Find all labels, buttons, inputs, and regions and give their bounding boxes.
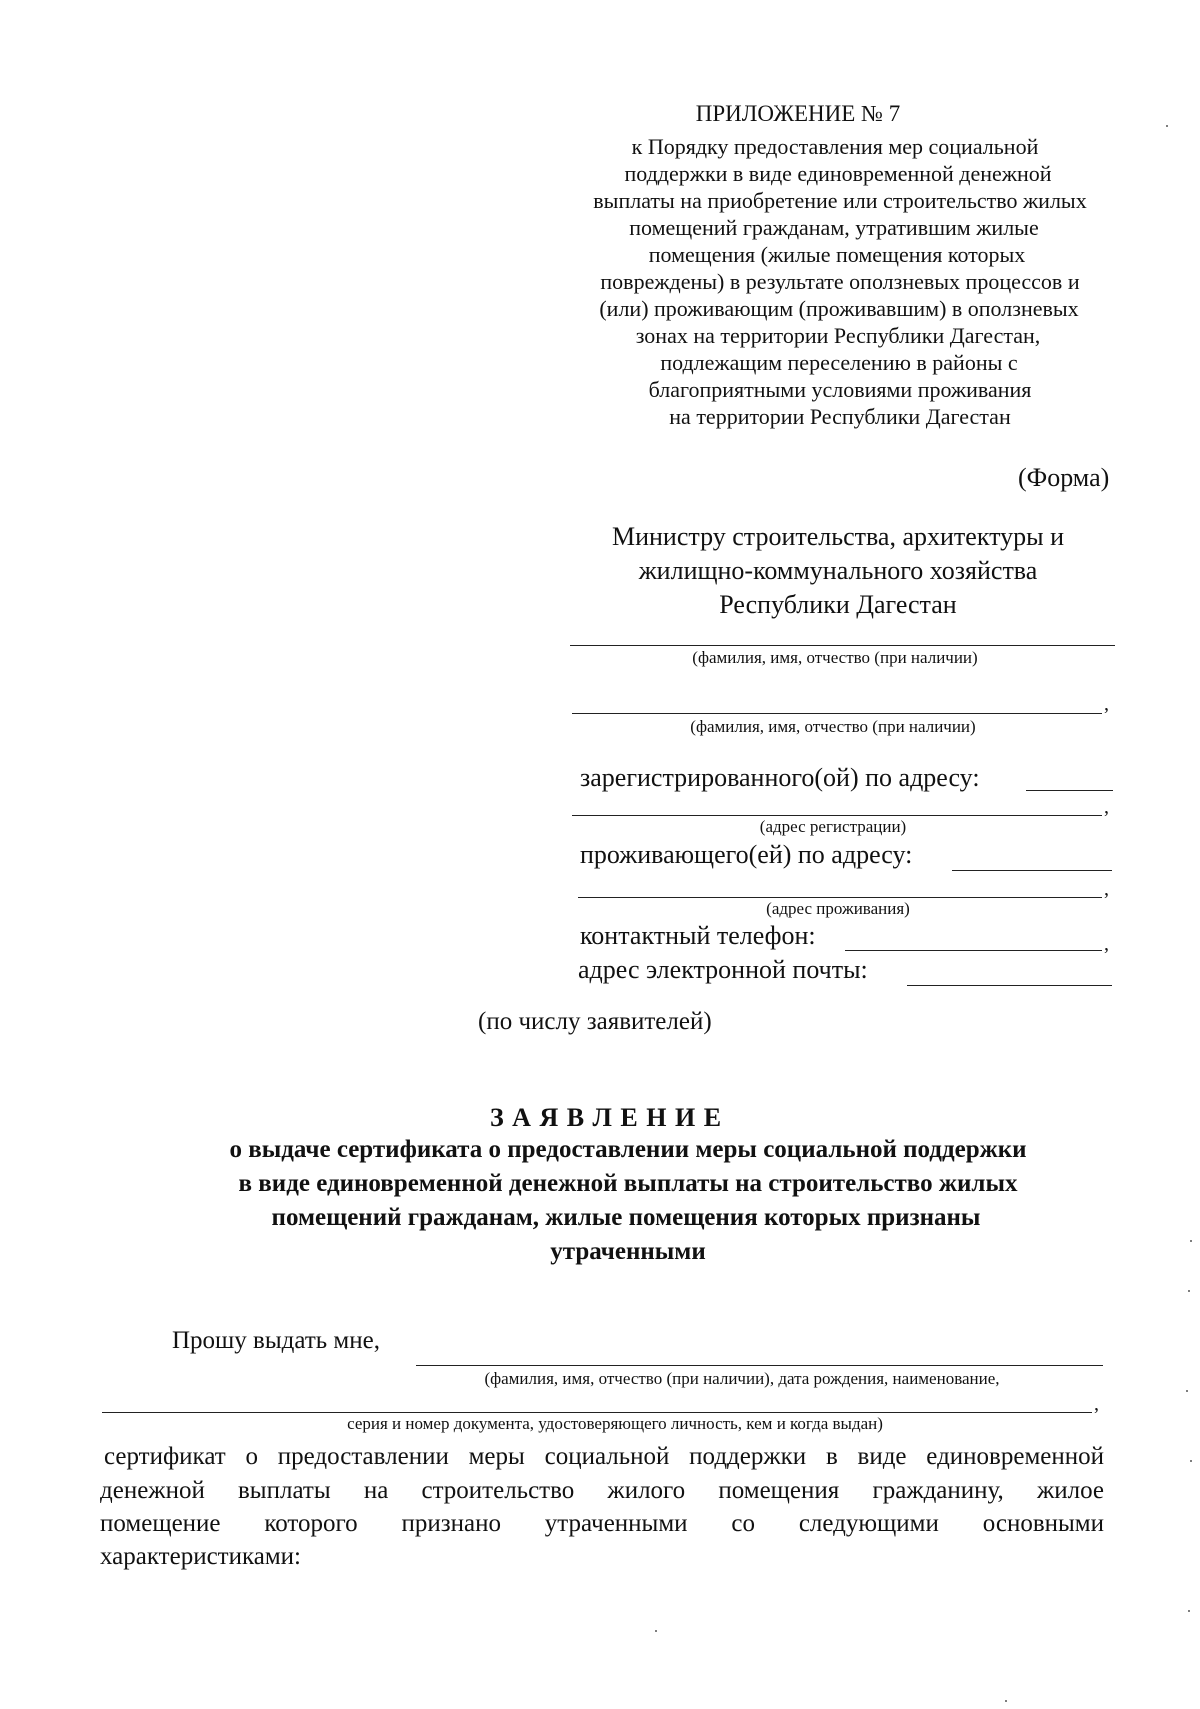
reg-caption: (адрес регистрации)	[759, 817, 907, 836]
comma: ,	[1104, 878, 1109, 900]
email-blank-line[interactable]	[907, 985, 1112, 986]
addressee-line: жилищно-коммунального хозяйства	[638, 556, 1038, 585]
scan-speck	[1166, 125, 1168, 127]
annex-line: к Порядку предоставления мер социальной	[631, 134, 1039, 159]
fio-blank-line[interactable]	[570, 645, 1115, 646]
request-label: Прошу выдать мне,	[172, 1327, 380, 1354]
applicants-note: (по числу заявителей)	[478, 1008, 712, 1035]
statement-line: утраченными	[550, 1238, 706, 1265]
reg-blank-inline[interactable]	[1026, 790, 1113, 791]
residing-label: проживающего(ей) по адресу:	[580, 840, 913, 869]
form-label: (Форма)	[1018, 463, 1110, 492]
document-blank-line[interactable]	[102, 1412, 1092, 1413]
applicant-blank-line[interactable]	[416, 1365, 1103, 1366]
applicant-caption-1: (фамилия, имя, отчество (при наличии), дата рождения, наименование,	[484, 1369, 1000, 1388]
annex-line: выплаты на приобретение или строительство жилых	[593, 188, 1087, 213]
addressee-line: Республики Дагестан	[719, 590, 957, 619]
phone-blank-line[interactable]	[845, 950, 1102, 951]
addressee-line: Министру строительства, архитектуры и	[611, 522, 1065, 551]
annex-line: на территории Республики Дагестан	[669, 404, 1011, 429]
email-label: адрес электронной почты:	[578, 955, 868, 984]
annex-line: (или) проживающим (проживавшим) в оползневых	[599, 296, 1079, 321]
statement-title: З А Я В Л Е Н И Е	[489, 1103, 723, 1132]
annex-line: помещения (жилые помещения которых	[648, 242, 1026, 267]
scan-speck	[1188, 1610, 1190, 1612]
reg-blank-line[interactable]	[572, 815, 1102, 816]
res-blank-line[interactable]	[578, 897, 1102, 898]
scan-speck	[1188, 1290, 1190, 1292]
statement-line: о выдаче сертификата о предоставлении меры социальной поддержки	[229, 1136, 1027, 1163]
statement-line: помещений гражданам, жилые помещения которых признаны	[271, 1204, 981, 1231]
scan-speck	[1190, 1460, 1192, 1462]
res-blank-inline[interactable]	[952, 870, 1112, 871]
fio-blank-line-2[interactable]	[572, 713, 1102, 714]
registered-label: зарегистрированного(ой) по адресу:	[580, 763, 980, 792]
comma: ,	[1094, 1393, 1099, 1415]
statement-line: в виде единовременной денежной выплаты на строительство жилых	[238, 1170, 1018, 1197]
fio-caption-2: (фамилия, имя, отчество (при наличии)	[690, 717, 976, 736]
scan-speck	[1186, 1390, 1188, 1392]
phone-label: контактный телефон:	[580, 921, 816, 950]
annex-line: поддержки в виде единовременной денежной	[624, 161, 1052, 186]
res-caption: (адрес проживания)	[766, 899, 910, 918]
annex-line: помещений гражданам, утратившим жилые	[629, 215, 1039, 240]
paragraph-last-line: характеристиками:	[100, 1543, 301, 1570]
scan-speck	[1190, 1240, 1192, 1242]
comma: ,	[1104, 933, 1109, 955]
comma: ,	[1104, 693, 1109, 715]
scan-speck	[1005, 1700, 1007, 1702]
annex-line: благоприятными условиями проживания	[648, 377, 1032, 402]
annex-line: повреждены) в результате оползневых процессов и	[600, 269, 1080, 294]
annex-line: подлежащим переселению в районы с	[660, 350, 1018, 375]
paragraph-line: помещение которого признано утраченными со следующими основными	[100, 1510, 1104, 1537]
annex-line: зонах на территории Республики Дагестан,	[635, 323, 1041, 348]
applicant-caption-2: серия и номер документа, удостоверяющего личность, кем и когда выдан)	[347, 1414, 883, 1433]
scan-speck	[655, 1630, 657, 1632]
paragraph-line: денежной выплаты на строительство жилого помещения гражданину, жилое	[100, 1477, 1104, 1504]
comma: ,	[1104, 796, 1109, 818]
fio-caption: (фамилия, имя, отчество (при наличии)	[692, 648, 978, 667]
annex-title: ПРИЛОЖЕНИЕ № 7	[695, 101, 901, 126]
paragraph-line: сертификат о предоставлении меры социальной поддержки в виде единовременной	[104, 1443, 1104, 1470]
